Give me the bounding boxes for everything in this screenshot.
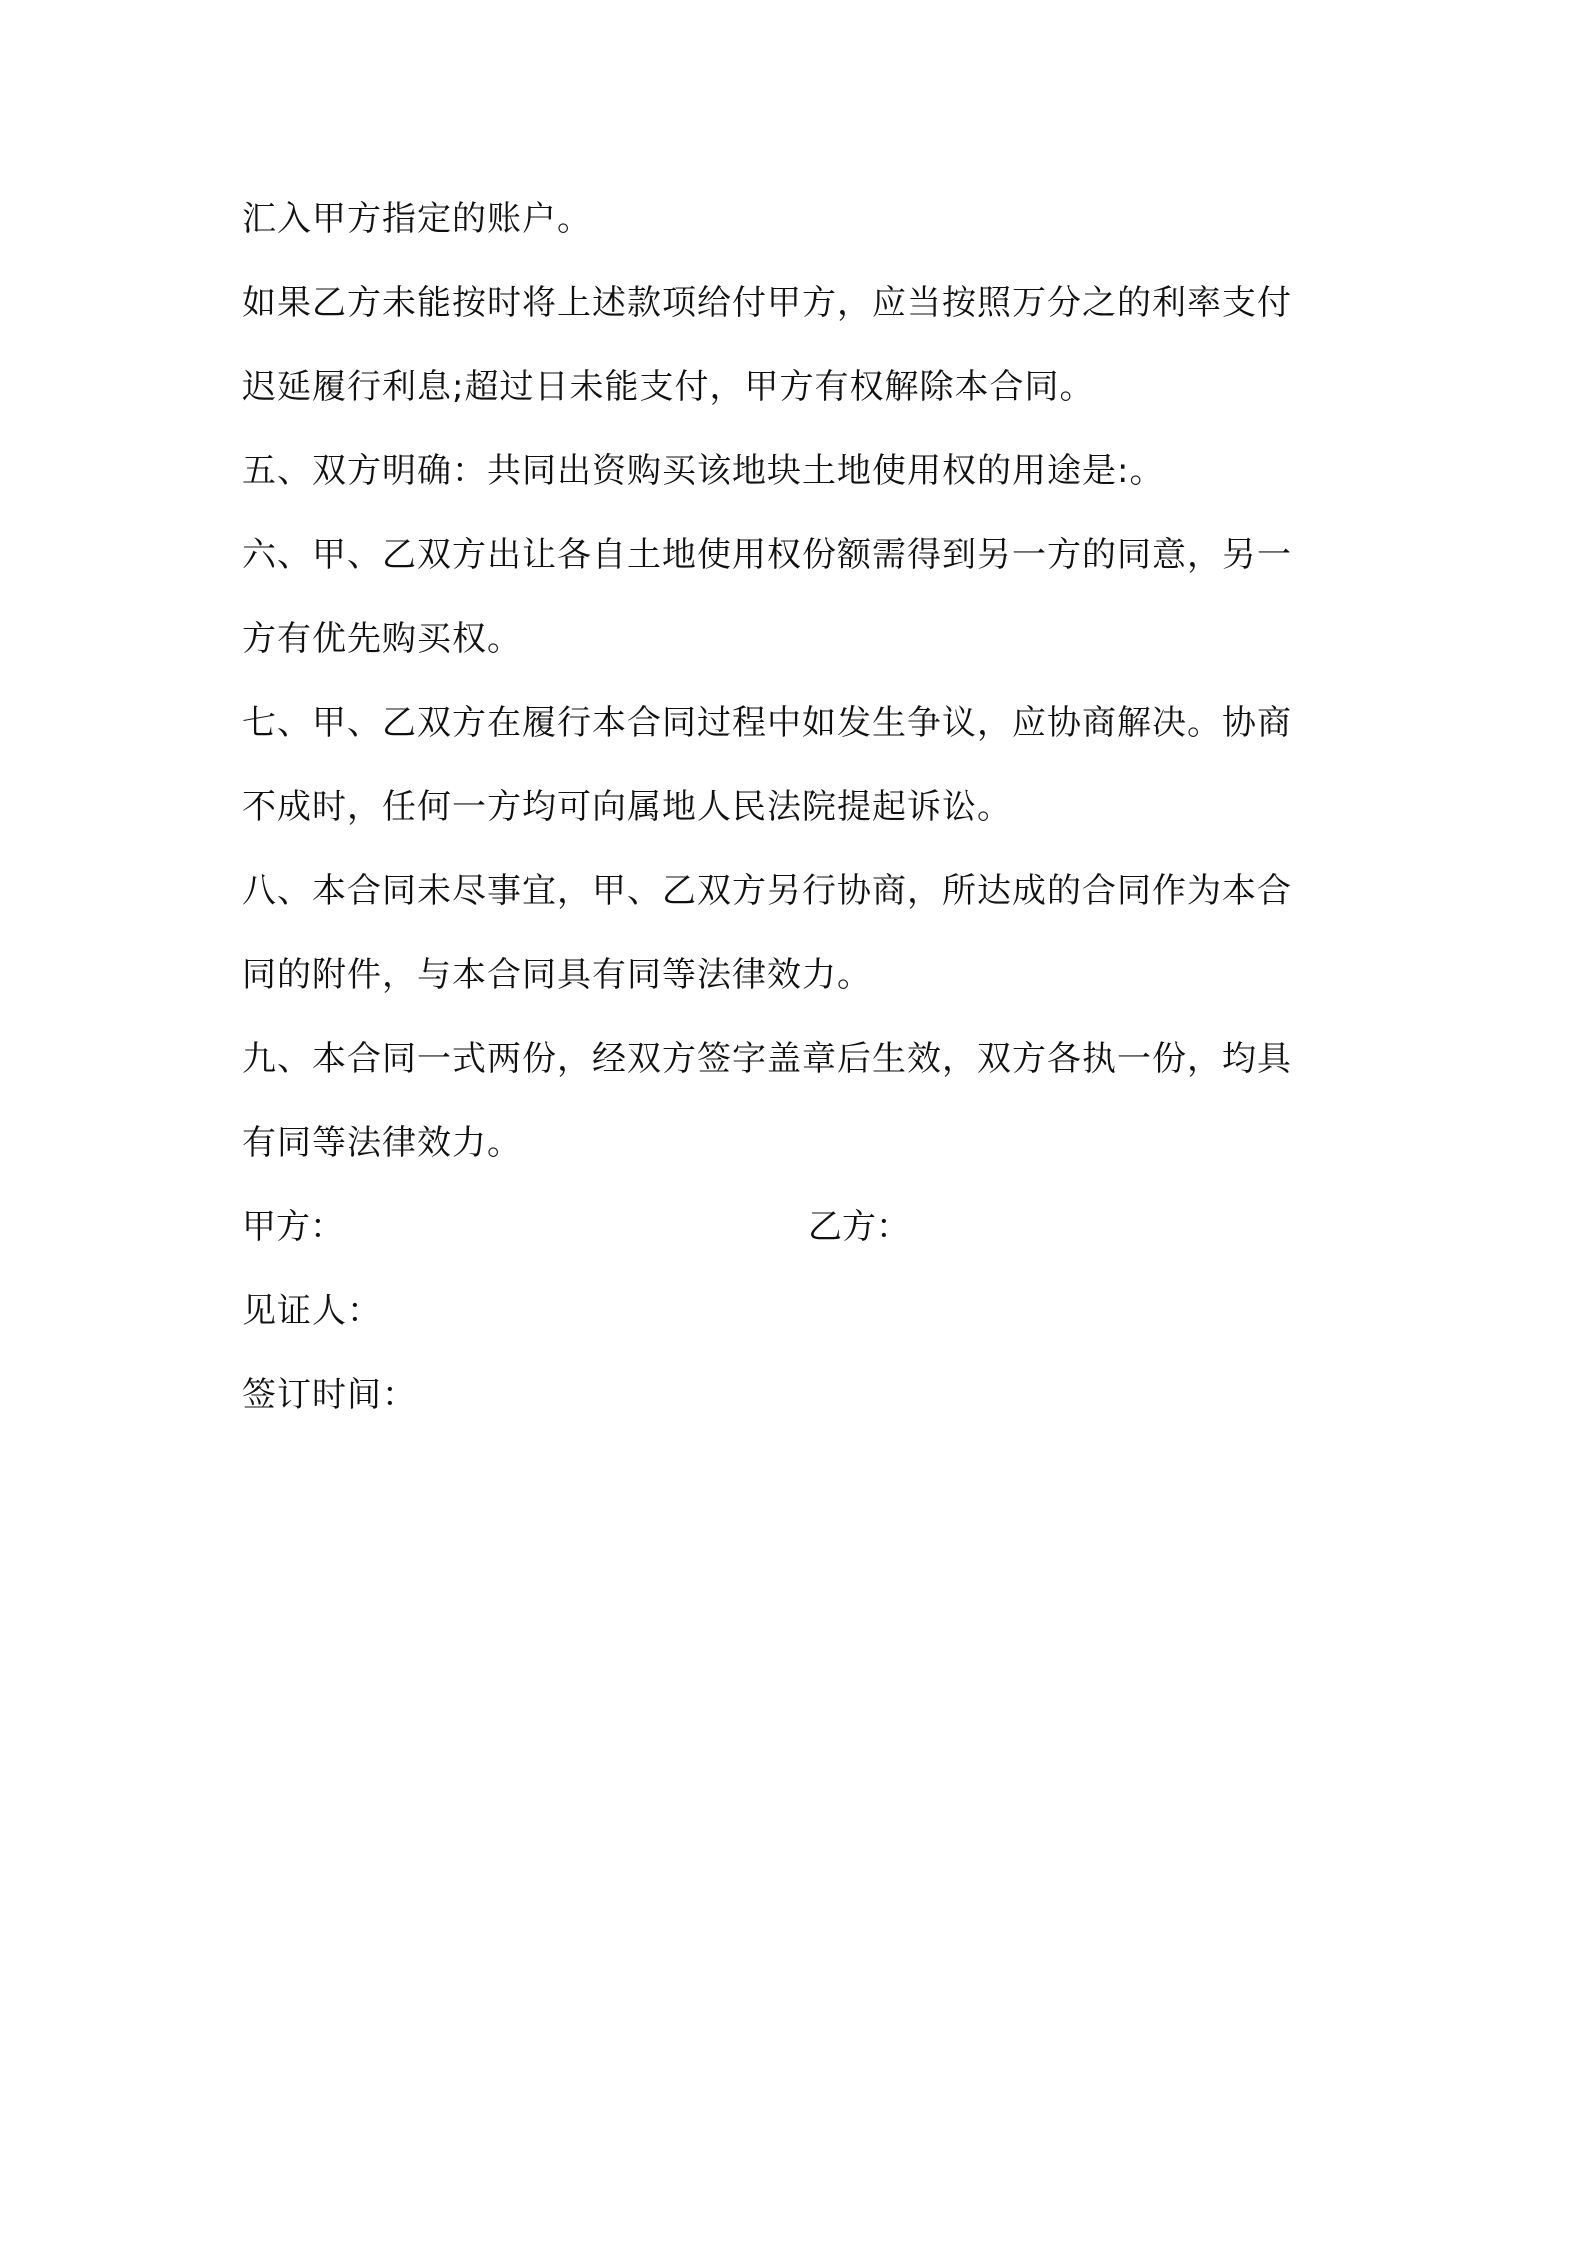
party-a-label: 甲方： <box>242 1207 344 1247</box>
text-line: 有同等法律效力。 <box>242 1123 522 1163</box>
text-line: 同的附件，与本合同具有同等法律效力。 <box>242 955 872 995</box>
text-line: 六、甲、乙双方出让各自土地使用权份额需得到另一方的同意，另一 <box>242 535 1292 575</box>
party-b-label: 乙方： <box>808 1207 910 1247</box>
text-line: 如果乙方未能按时将上述款项给付甲方，应当按照万分之的利率支付 <box>242 283 1292 323</box>
text-line: 方有优先购买权。 <box>242 619 522 659</box>
text-line: 不成时，任何一方均可向属地人民法院提起诉讼。 <box>242 787 1012 827</box>
document-body <box>242 198 1352 1416</box>
text-line: 七、甲、乙双方在履行本合同过程中如发生争议，应协商解决。协商 <box>242 703 1292 743</box>
text-line: 五、双方明确：共同出资购买该地块土地使用权的用途是:。 <box>242 451 1165 491</box>
sign-date-label: 签订时间： <box>242 1375 417 1415</box>
witness-label: 见证人： <box>242 1291 382 1331</box>
text-line: 迟延履行利息;超过日未能支付，甲方有权解除本合同。 <box>242 367 1095 407</box>
text-line: 九、本合同一式两份，经双方签字盖章后生效，双方各执一份，均具 <box>242 1039 1292 1079</box>
text-line: 汇入甲方指定的账户。 <box>242 199 592 239</box>
text-line: 八、本合同未尽事宜，甲、乙双方另行协商，所达成的合同作为本合 <box>242 871 1292 911</box>
signature-row <box>242 1206 1352 1248</box>
